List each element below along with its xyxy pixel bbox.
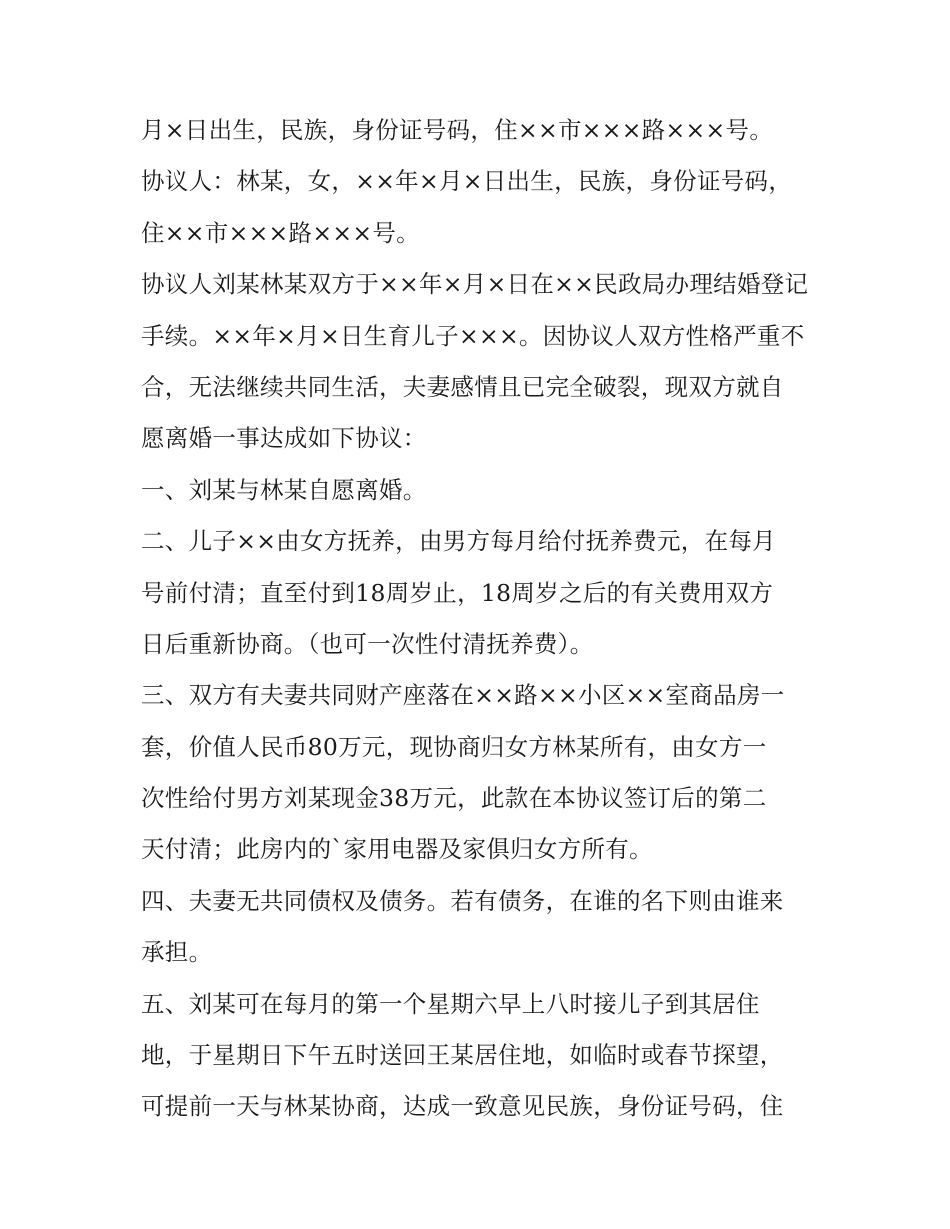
text-line: 套，价值人民币80万元，现协商归女方林某所有，由女方一: [141, 732, 767, 761]
text-line: 可提前一天与林某协商，达成一致意见民族，身份证号码，住: [141, 1092, 784, 1121]
clause-1-line: 一、刘某与林某自愿离婚。: [141, 475, 427, 504]
clause-5-line: 五、刘某可在每月的第一个星期六早上八时接儿子到其居住: [141, 989, 760, 1018]
text-line: 合，无法继续共同生活，夫妻感情且已完全破裂，现双方就自: [141, 372, 784, 401]
text-line: 承担。: [141, 938, 213, 967]
clause-2-line: 二、儿子××由女方抚养，由男方每月给付抚养费元，在每月: [141, 527, 776, 556]
text-line: 月×日出生，民族，身份证号码，住××市×××路×××号。: [141, 116, 774, 144]
clause-3-line: 三、双方有夫妻共同财产座落在××路××小区××室商品房一: [141, 681, 785, 710]
text-line: 日后重新协商。（也可一次性付清抚养费）。: [141, 629, 594, 658]
agreement-body-text: [141, 105, 821, 1133]
text-line: 号前付清；直至付到18周岁止，18周岁之后的有关费用双方: [141, 578, 774, 607]
text-line: 协议人：林某，女，××年×月×日出生，民族，身份证号码，: [141, 167, 793, 196]
clause-4-line: 四、夫妻无共同债权及债务。若有债务，在谁的名下则由谁来: [141, 886, 784, 915]
text-line: 天付清；此房内的`家用电器及家俱归女方所有。: [141, 835, 653, 864]
text-line: 愿离婚一事达成如下协议：: [141, 424, 427, 453]
text-line: 次性给付男方刘某现金38万元，此款在本协议签订后的第二: [141, 784, 767, 813]
text-line: 住××市×××路×××号。: [141, 218, 420, 247]
text-line: 地，于星期日下午五时送回王某居住地，如临时或春节探望，: [141, 1041, 784, 1070]
text-line: 协议人刘某林某双方于××年×月×日在××民政局办理结婚登记: [141, 270, 809, 299]
text-line: 手续。××年×月×日生育儿子×××。因协议人双方性格严重不: [141, 321, 805, 350]
